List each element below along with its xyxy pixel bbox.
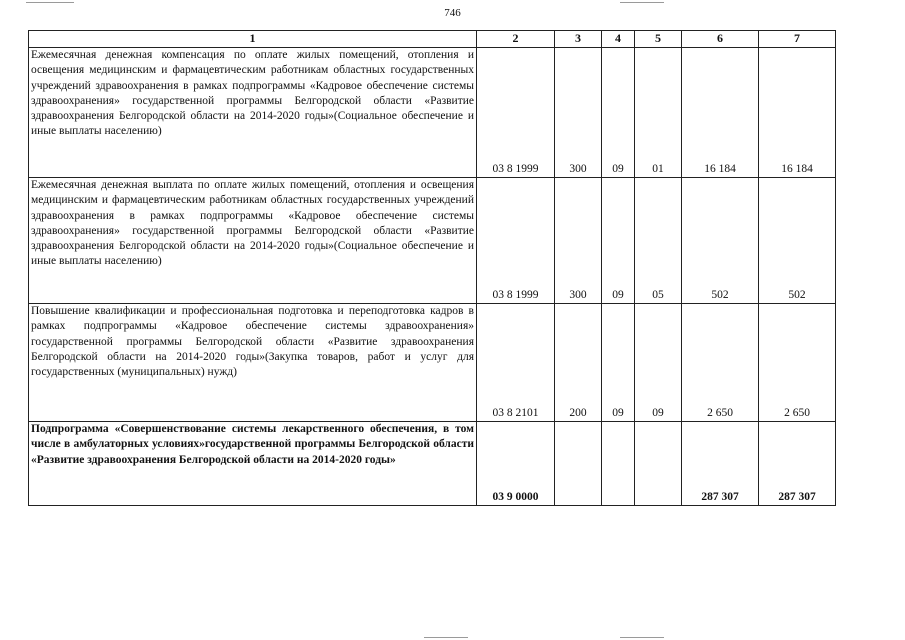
table-row [29, 178, 836, 304]
expense-type-code: 300 [555, 178, 602, 304]
column-header-3: 3 [555, 31, 602, 48]
column-header-2: 2 [477, 31, 555, 48]
column-header-7: 7 [759, 31, 836, 48]
page-number: 746 [444, 7, 461, 19]
amount-col-7: 287 307 [759, 422, 836, 506]
section-code: 09 [602, 178, 635, 304]
table-row [29, 304, 836, 422]
amount-col-6: 2 650 [682, 304, 759, 422]
column-header-6: 6 [682, 31, 759, 48]
section-code [602, 422, 635, 506]
amount-col-6: 502 [682, 178, 759, 304]
table-row [29, 48, 836, 178]
section-code: 09 [602, 48, 635, 178]
amount-col-7: 502 [759, 178, 836, 304]
subsection-code: 09 [635, 304, 682, 422]
column-header-1: 1 [29, 31, 477, 48]
amount-col-7: 16 184 [759, 48, 836, 178]
row-description: Ежемесячная денежная компенсация по оплате жилых помещений, отопления и освещения медицинским и фармацевтическим работникам областных государственных учреждений здравоохранения в рамках подпрограммы «Кадровое обеспечение системы здравоохранения» государственной программы Белгородской области «Развитие здравоохранения Белгородской области на 2014-2020 годы»(Социальное обеспечение и иные выплаты населению) [29, 48, 477, 178]
section-code: 09 [602, 304, 635, 422]
scan-artifact-line [424, 637, 468, 638]
scan-artifact-line [26, 2, 74, 3]
target-article-code: 03 8 1999 [477, 178, 555, 304]
scan-artifact-line [620, 637, 664, 638]
expense-type-code [555, 422, 602, 506]
target-article-code: 03 9 0000 [477, 422, 555, 506]
row-description: Повышение квалификации и профессиональная подготовка и переподготовка кадров в рамках подпрограммы «Кадровое обеспечение системы здравоохранения» государственной программы Белгородской области «Развитие здравоохранения Белгородской области на 2014-2020 годы»(Закупка товаров, работ и услуг для государственных (муниципальных) нужд) [29, 304, 477, 422]
header-row [29, 31, 836, 48]
target-article-code: 03 8 2101 [477, 304, 555, 422]
expense-type-code: 200 [555, 304, 602, 422]
scan-artifact-line [620, 2, 664, 3]
column-header-4: 4 [602, 31, 635, 48]
subsection-code [635, 422, 682, 506]
subsection-code: 05 [635, 178, 682, 304]
row-description: Подпрограмма «Совершенствование системы лекарственного обеспечения, в том числе в амбулаторных условиях»государственной программы Белгородской области «Развитие здравоохранения Белгородской области на 2014-2020 годы» [29, 422, 477, 506]
amount-col-7: 2 650 [759, 304, 836, 422]
target-article-code: 03 8 1999 [477, 48, 555, 178]
expense-type-code: 300 [555, 48, 602, 178]
table-row-subprogram [29, 422, 836, 506]
column-header-5: 5 [635, 31, 682, 48]
subsection-code: 01 [635, 48, 682, 178]
budget-table [28, 30, 836, 506]
row-description: Ежемесячная денежная выплата по оплате жилых помещений, отопления и освещения медицинским и фармацевтическим работникам областных государственных учреждений здравоохранения в рамках подпрограммы «Кадровое обеспечение системы здравоохранения» государственной программы Белгородской области «Развитие здравоохранения Белгородской области на 2014-2020 годы»(Социальное обеспечение и иные выплаты населению) [29, 178, 477, 304]
amount-col-6: 287 307 [682, 422, 759, 506]
amount-col-6: 16 184 [682, 48, 759, 178]
